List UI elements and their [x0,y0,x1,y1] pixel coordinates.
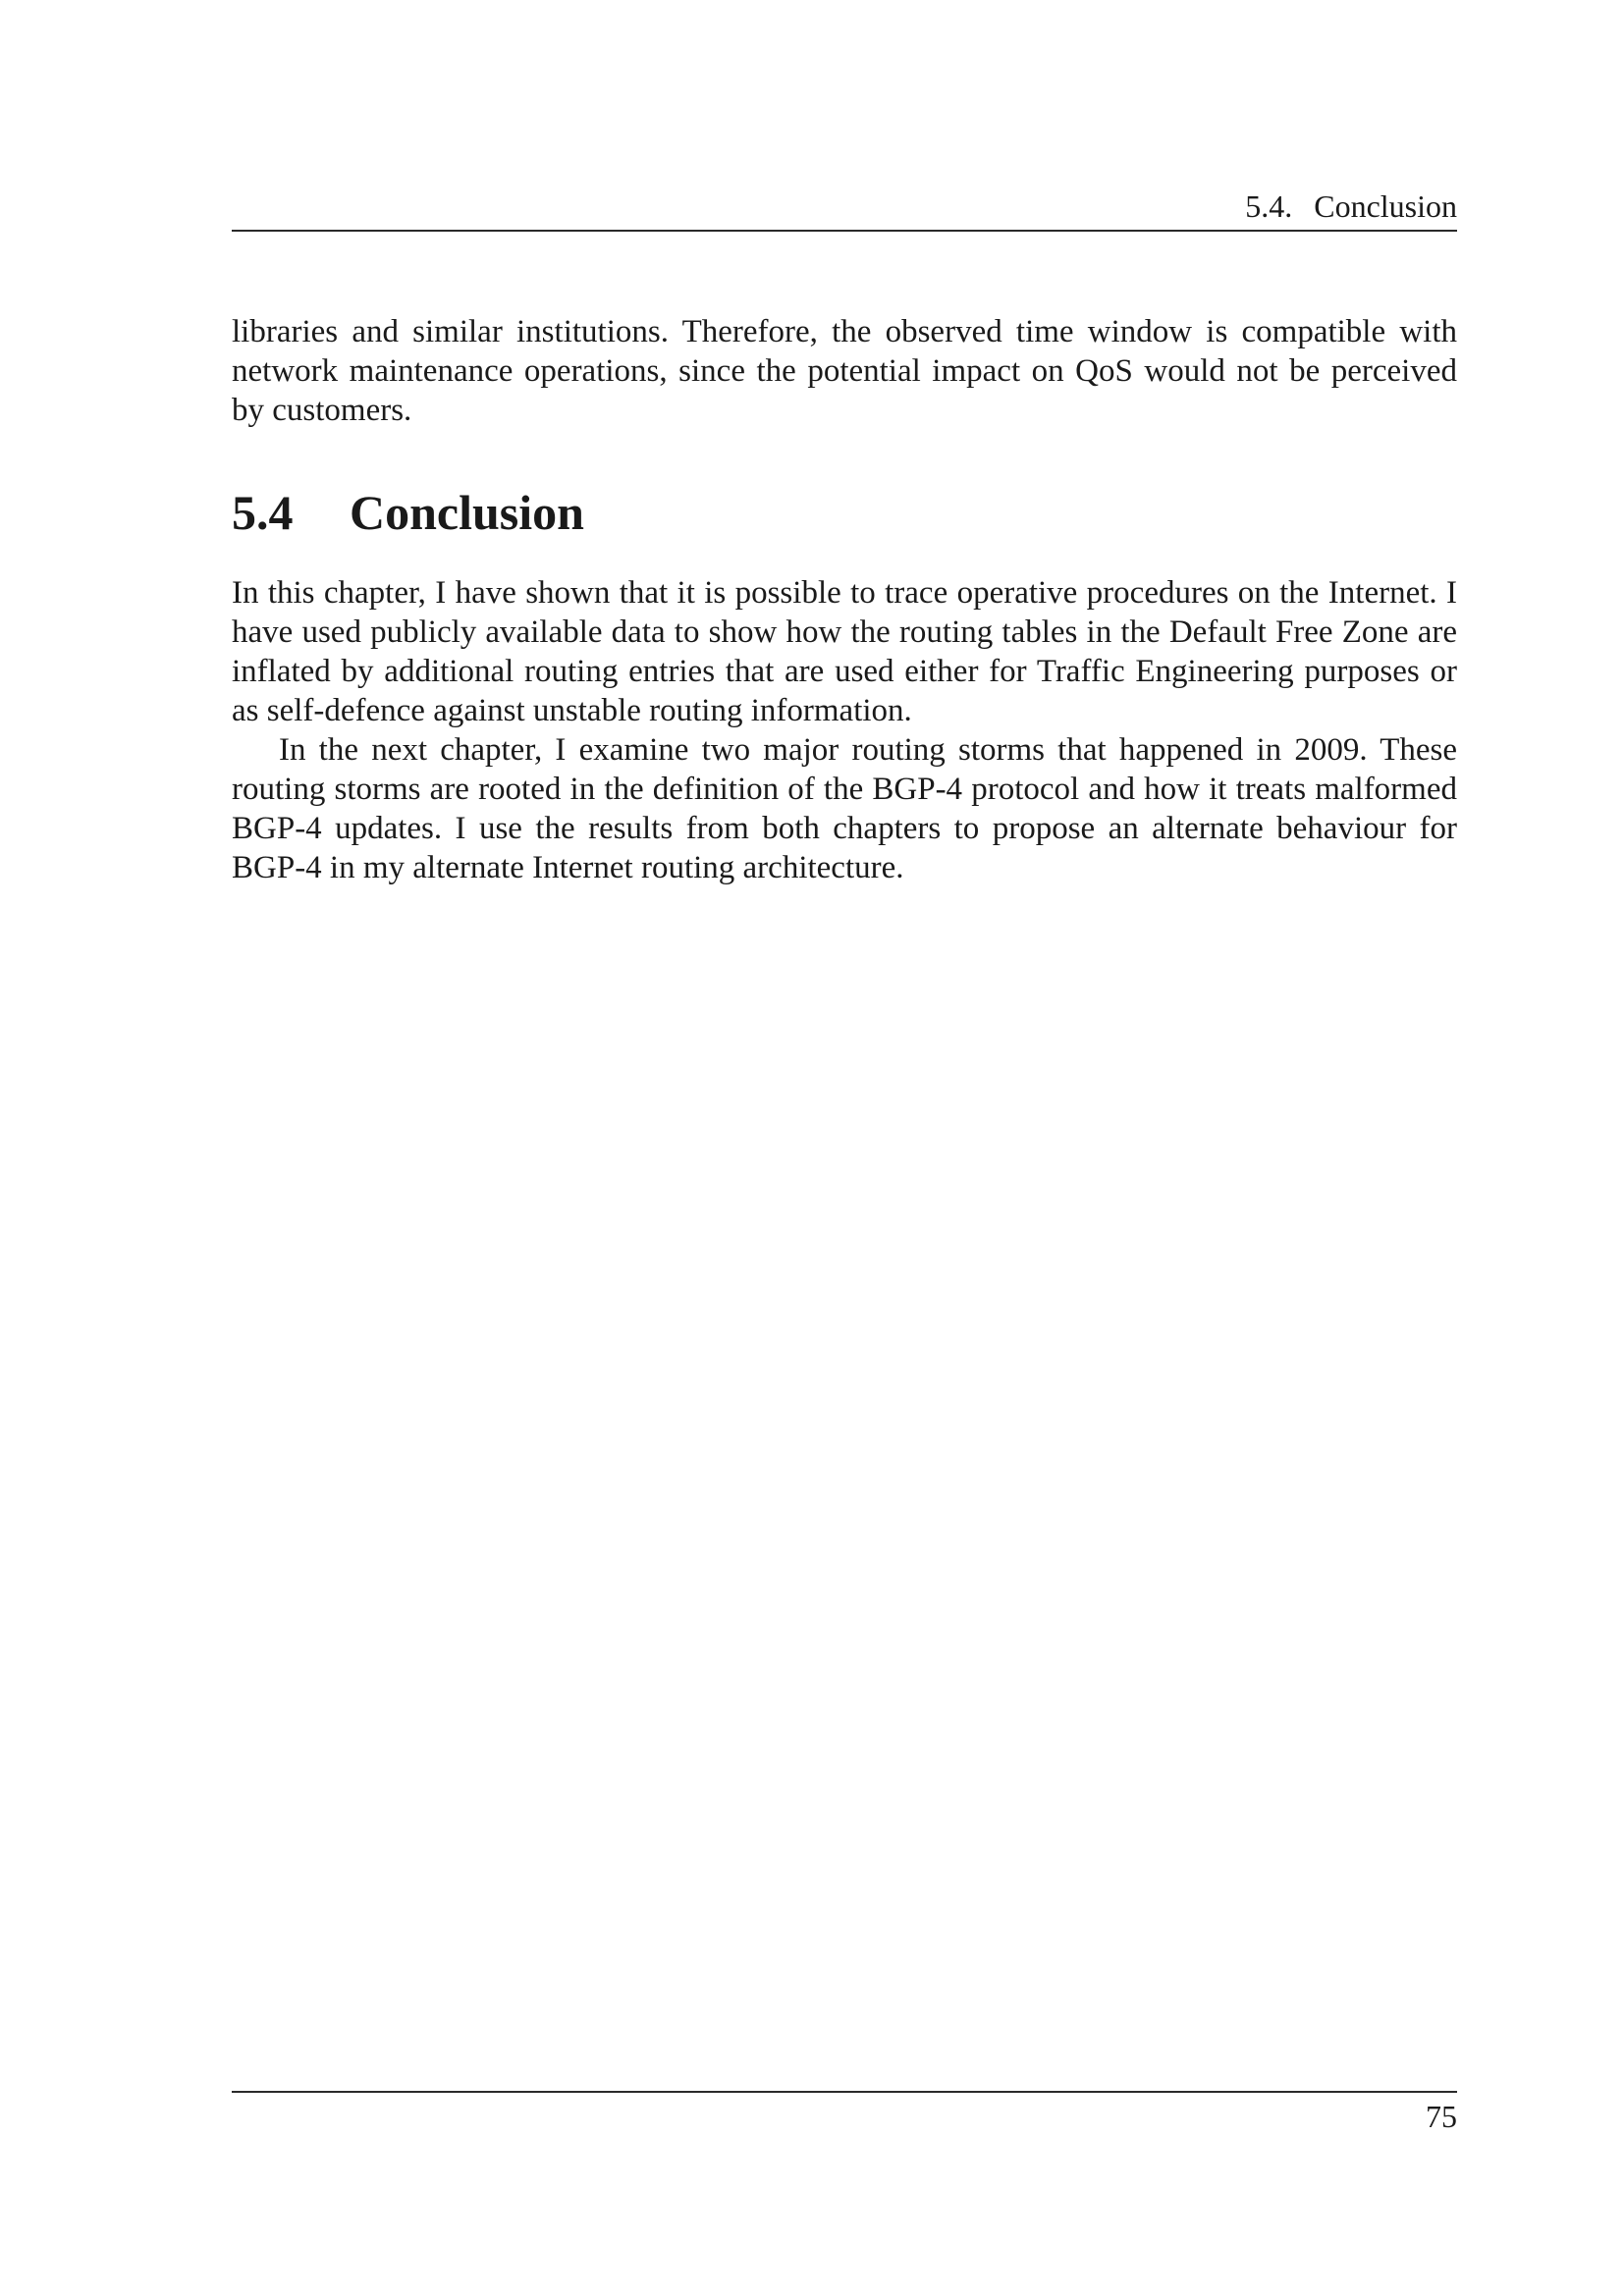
section-paragraph-1: In this chapter, I have shown that it is possible to trace operative procedures on the Internet. I have used publicly available data to show how the routing tables in the Default Free Zone are inflated by additional routing entries that are used either for Traffic Engineering purposes or as self-defence against unstable routing information. [232,575,1457,728]
continuation-paragraph: libraries and similar institutions. Therefore, the observed time window is compatible with network maintenance operations, since the potential impact on QoS would not be perceived by customers. [232,314,1457,428]
section-heading-title: Conclusion [350,485,584,540]
header-section-title: Conclusion [1314,188,1457,224]
section-heading-number: 5.4 [232,485,294,540]
section-heading [232,483,584,542]
page-number: 75 [1426,2099,1457,2134]
section-paragraph-2: In the next chapter, I examine two major routing storms that happened in 2009. These routing storms are rooted in the definition of the BGP-4 protocol and how it treats malformed BGP-4 updates. I use the results from both chapters to propose an alternate behaviour for BGP-4 in my alternate Internet routing architecture. [232,732,1457,885]
running-footer [232,2091,1457,2136]
header-section-number: 5.4. [1245,188,1293,224]
running-header [232,185,1457,232]
